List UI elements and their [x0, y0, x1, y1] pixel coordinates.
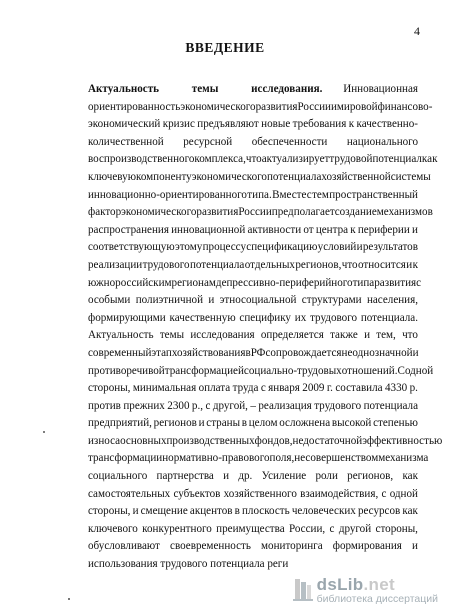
text-line: Актуальность темы исследования определяется также и тем, что: [88, 329, 418, 342]
text-line: стороны, и смещение акцентов в плоскость человеческих ресурсов как: [88, 505, 418, 518]
text-line: износа основных производственных фондов, недостаточной эффективностью: [88, 434, 443, 447]
watermark-brand-tld: .net: [363, 574, 395, 594]
text-line: экономический кризис предъявляют новые требования к качественно-: [88, 118, 418, 131]
text-line: количественной ресурсной обеспеченности национального: [88, 135, 418, 148]
book-stack-icon: [292, 577, 314, 603]
watermark-brand-main: dsLib: [316, 574, 364, 594]
watermark-subtitle: библиотека диссертаций: [316, 592, 438, 605]
text-line: особыми полиэтничной и этносоциальной структурами населения,: [88, 294, 418, 307]
text-line: реализации трудового потенциала отдельных регионов, что относится и к: [88, 258, 418, 271]
text-line: против прежних 2300 р., с другой, – реализация трудового потенциала: [88, 399, 418, 412]
text-line: распространения инновационной активности от центра к периферии и: [88, 223, 418, 236]
text-line: современный этап хозяйствования в РФ сопровождается неоднозначной и: [88, 346, 419, 359]
text-line: трансформации нормативно-правового поля, несовершенством механизма: [88, 452, 429, 465]
text-line: ориентированность экономического развития России и мировой финансово-: [88, 100, 433, 113]
text-line: социального партнерства и др. Усиление роли регионов, как: [88, 470, 418, 483]
text-line: стороны, минимальная оплата труда с января 2009 г. составила 4330 р.: [88, 382, 418, 395]
text-line: формирующими качественную специфику их трудового потенциала.: [88, 311, 418, 324]
watermark: [292, 576, 438, 605]
text-line: самостоятельных субъектов хозяйственного взаимодействия, с одной: [88, 487, 418, 500]
text-line: противоречивой трансформацией социально-трудовых отношений. С одной: [88, 364, 434, 377]
section-heading: ВВЕДЕНИЕ: [185, 40, 265, 55]
text-lines: [88, 99, 443, 574]
first-line-rest: Инновационная: [343, 83, 418, 95]
first-line: [88, 81, 418, 99]
watermark-brand: [317, 576, 395, 593]
body-paragraph: [88, 81, 443, 574]
scan-speck: [43, 431, 45, 433]
text-line: ключевую компоненту экономического потенциала хозяйственной системы: [88, 170, 431, 183]
scan-speck: [68, 598, 70, 600]
text-line: фактор экономического развития России предполагает создание механизмов: [88, 206, 433, 219]
text-line: южнороссийским регионам депрессивно-периферийного типа развития с: [88, 276, 422, 289]
text-line: соответствующую этому процессу спецификацию условий и результатов: [88, 241, 418, 254]
text-line: ключевого конкурентного преимущества России, с другой стороны,: [88, 522, 418, 535]
text-line: предприятий, регионов и страны в целом осложнена высокой степенью: [88, 417, 418, 430]
text-line: инновационно-ориентированного типа. Вместе с тем пространственный: [88, 188, 418, 201]
text-line: использования трудового потенциала реги: [88, 558, 289, 571]
text-line: воспроизводственного комплекса, что актуализирует трудовой потенциал как: [88, 153, 438, 166]
text-line: обусловливают своевременность мониторинга формирования и: [88, 540, 418, 553]
page-number: 4: [414, 24, 420, 38]
relevance-label: Актуальность темы исследования.: [88, 83, 323, 95]
